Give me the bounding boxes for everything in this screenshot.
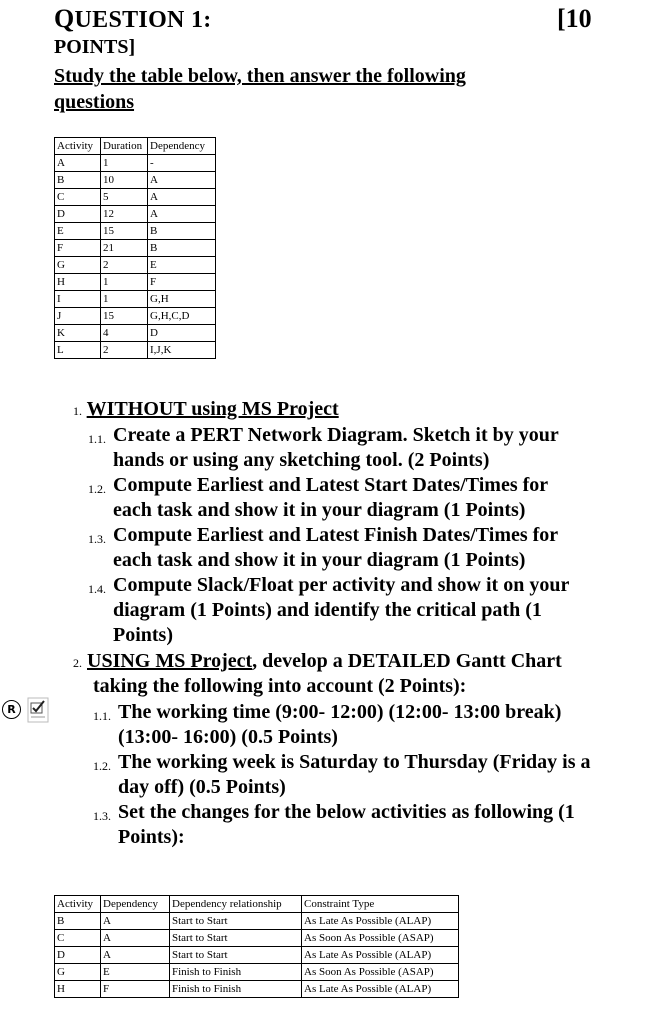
activity-table-cell: - xyxy=(148,155,216,172)
changes-table-cell: As Late As Possible (ALAP) xyxy=(302,981,459,998)
activity-table-row xyxy=(55,240,216,257)
changes-table-row xyxy=(55,947,459,964)
activity-table-row xyxy=(55,206,216,223)
changes-table xyxy=(54,895,459,998)
changes-table-cell: A xyxy=(101,913,170,930)
activity-table-header-cell: Duration xyxy=(101,138,148,155)
activity-table-cell: E xyxy=(148,257,216,274)
changes-table-cell: D xyxy=(55,947,101,964)
part2-item-2: 1.2. The working week is Saturday to Thursday (Friday is a day off) (0.5 Points) xyxy=(93,751,591,798)
activity-table-row xyxy=(55,189,216,206)
activity-table-cell: D xyxy=(148,325,216,342)
activity-table-row xyxy=(55,342,216,359)
activity-table-cell: B xyxy=(55,172,101,189)
activity-table-cell: C xyxy=(55,189,101,206)
changes-table-row xyxy=(55,981,459,998)
part2-heading-line2: taking the following into account (2 Points): xyxy=(93,675,467,697)
activity-table-cell: A xyxy=(148,189,216,206)
changes-table-cell: Finish to Finish xyxy=(170,964,302,981)
changes-table-header-cell: Activity xyxy=(55,896,101,913)
activity-table-cell: F xyxy=(55,240,101,257)
changes-table-row xyxy=(55,964,459,981)
activity-table-cell: H xyxy=(55,274,101,291)
activity-table-header-row xyxy=(55,138,216,155)
changes-table-row xyxy=(55,913,459,930)
activity-table xyxy=(54,137,216,359)
changes-table-cell: C xyxy=(55,930,101,947)
activity-table-cell: 2 xyxy=(101,257,148,274)
changes-table-header-row xyxy=(55,896,459,913)
activity-table-cell: G,H xyxy=(148,291,216,308)
changes-table-cell: Start to Start xyxy=(170,913,302,930)
changes-table-cell: G xyxy=(55,964,101,981)
activity-table-cell: 10 xyxy=(101,172,148,189)
activity-table-cell: 12 xyxy=(101,206,148,223)
question-points-close: POINTS] xyxy=(54,36,136,58)
activity-table-cell: 1 xyxy=(101,155,148,172)
changes-table-cell: F xyxy=(101,981,170,998)
activity-table-cell: J xyxy=(55,308,101,325)
changes-table-cell: Finish to Finish xyxy=(170,981,302,998)
part2-heading: 2. USING MS Project, develop a DETAILED Gantt Chart xyxy=(73,650,562,672)
changes-table-cell: As Soon As Possible (ASAP) xyxy=(302,964,459,981)
activity-table-cell: G,H,C,D xyxy=(148,308,216,325)
activity-table-cell: A xyxy=(148,172,216,189)
changes-table-cell: H xyxy=(55,981,101,998)
activity-table-cell: 2 xyxy=(101,342,148,359)
activity-table-cell: I xyxy=(55,291,101,308)
part1-heading: 1. WITHOUT using MS Project xyxy=(73,398,339,420)
activity-table-header-cell: Dependency xyxy=(148,138,216,155)
activity-table-cell: E xyxy=(55,223,101,240)
activity-table-cell: 4 xyxy=(101,325,148,342)
activity-table-row xyxy=(55,155,216,172)
activity-table-cell: 15 xyxy=(101,308,148,325)
activity-table-row xyxy=(55,172,216,189)
activity-table-cell: F xyxy=(148,274,216,291)
changes-table-header-cell: Dependency relationship xyxy=(170,896,302,913)
part1-item-2: 1.2. Compute Earliest and Latest Start Dates/Times for each task and show it in your diagram (1 Points) xyxy=(88,474,549,521)
part1-item-3: 1.3. Compute Earliest and Latest Finish Dates/Times for each task and show it in your diagram (1 Points) xyxy=(88,524,559,571)
activity-table-row xyxy=(55,274,216,291)
activity-table-row xyxy=(55,223,216,240)
question-title: QUESTION 1: xyxy=(54,4,212,33)
activity-table-cell: A xyxy=(55,155,101,172)
instruction-text: Study the table below, then answer the following questions xyxy=(54,65,466,113)
activity-table-row xyxy=(55,291,216,308)
activity-table-cell: B xyxy=(148,240,216,257)
activity-table-row xyxy=(55,257,216,274)
changes-table-header-cell: Constraint Type xyxy=(302,896,459,913)
activity-table-cell: 1 xyxy=(101,274,148,291)
changes-table-cell: A xyxy=(101,947,170,964)
activity-table-row xyxy=(55,325,216,342)
activity-table-cell: K xyxy=(55,325,101,342)
changes-table-cell: As Late As Possible (ALAP) xyxy=(302,947,459,964)
changes-table-header-cell: Dependency xyxy=(101,896,170,913)
changes-table-row xyxy=(55,930,459,947)
activity-table-header-cell: Activity xyxy=(55,138,101,155)
activity-table-cell: 1 xyxy=(101,291,148,308)
registered-icon: R xyxy=(2,700,21,719)
changes-table-cell: As Late As Possible (ALAP) xyxy=(302,913,459,930)
activity-table-cell: G xyxy=(55,257,101,274)
activity-table-cell: 15 xyxy=(101,223,148,240)
activity-table-cell: A xyxy=(148,206,216,223)
activity-table-cell: 5 xyxy=(101,189,148,206)
changes-table-cell: B xyxy=(55,913,101,930)
changes-table-cell: Start to Start xyxy=(170,947,302,964)
certification-badge-icon xyxy=(27,697,49,723)
activity-table-cell: L xyxy=(55,342,101,359)
changes-table-cell: E xyxy=(101,964,170,981)
activity-table-cell: 21 xyxy=(101,240,148,257)
activity-table-cell: I,J,K xyxy=(148,342,216,359)
activity-table-row xyxy=(55,308,216,325)
part2-item-1: 1.1. The working time (9:00- 12:00) (12:00- 13:00 break) (13:00- 16:00) (0.5 Points) xyxy=(93,701,562,748)
part2-item-3: 1.3. Set the changes for the below activities as following (1 Points): xyxy=(93,801,575,848)
activity-table-cell: D xyxy=(55,206,101,223)
changes-table-cell: A xyxy=(101,930,170,947)
part1-item-1: 1.1. Create a PERT Network Diagram. Sketch it by your hands or using any sketching tool. (2 Points) xyxy=(88,424,559,471)
question-points-open: [10 xyxy=(557,4,592,33)
activity-table-cell: B xyxy=(148,223,216,240)
part1-item-4: 1.4. Compute Slack/Float per activity and show it on your diagram (1 Points) and identify the critical path (1 Points) xyxy=(88,574,570,646)
changes-table-cell: Start to Start xyxy=(170,930,302,947)
changes-table-cell: As Soon As Possible (ASAP) xyxy=(302,930,459,947)
